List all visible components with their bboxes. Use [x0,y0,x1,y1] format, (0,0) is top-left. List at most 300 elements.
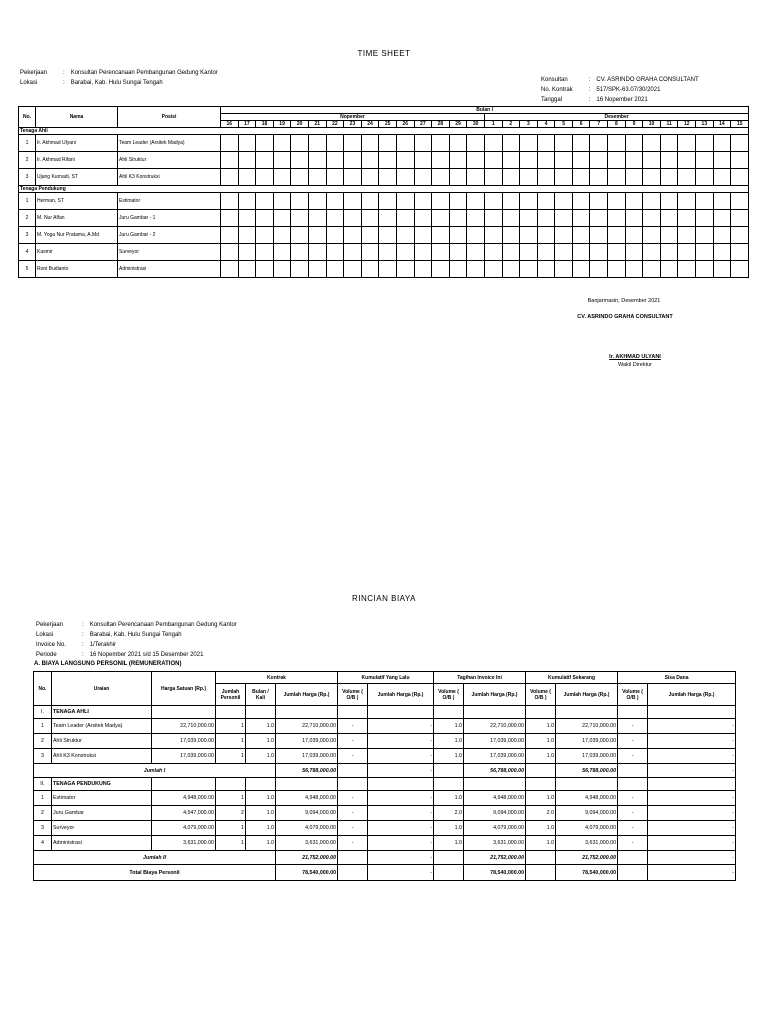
ts-day-header: 7 [590,121,608,128]
ts-day-cell [361,193,379,210]
rb-info-value: 16 Nopember 2021 s/d 15 Desember 2021 [89,652,204,658]
rb-item-kl-volume: - [338,791,368,806]
rb-item-uraian: Juru Gambar [52,806,152,821]
rb-item-jumlah-personil: 1 [216,821,246,836]
col-tg-jumlah: Jumlah Harga (Rp.) [464,684,526,706]
rb-item-harga: 3,631,000.00 [152,836,216,851]
rb-item-tg-volume: 1.0 [434,836,464,851]
rb-item-kl-jumlah: - [368,821,434,836]
col-sd-jumlah: Jumlah Harga (Rp.) [648,684,736,706]
rb-empty-cell [464,706,526,719]
timesheet-table [18,106,749,278]
ts-day-cell [484,210,502,227]
rb-item-sd-jumlah: - [648,821,736,836]
ts-day-header: 6 [572,121,590,128]
rb-empty-cell [648,778,736,791]
rb-item-bulan-kali: 1.0 [246,836,276,851]
rb-total-tg: 78,540,000.00 [464,865,526,881]
ts-day-cell [590,152,608,169]
ts-day-cell [414,152,432,169]
rb-item-jumlah-personil: 1 [216,734,246,749]
ts-col-bulan: Bulan I [221,107,749,114]
ts-day-cell [502,152,520,169]
ts-info-colon: : [588,77,591,83]
ts-day-cell [326,152,344,169]
ts-day-cell [344,244,362,261]
rb-item-sd-volume: - [618,806,648,821]
ts-day-cell [484,135,502,152]
ts-day-cell [731,227,749,244]
ts-col-posisi: Posisi [118,107,221,128]
rb-item-jumlah-personil: 1 [216,749,246,764]
rb-item-sd-volume: - [618,749,648,764]
ts-person-position: Ahli Struktur [118,152,221,169]
ts-day-cell [396,244,414,261]
ts-day-cell [520,193,538,210]
ts-person-position: Juru Gambar - 1 [118,210,221,227]
rb-empty-cell [276,778,338,791]
ts-day-header: 14 [713,121,731,128]
ts-day-cell [537,244,555,261]
ts-day-cell [520,261,538,278]
ts-day-cell [273,152,291,169]
ts-day-cell [625,152,643,169]
ts-day-cell [590,210,608,227]
rincian-info [34,619,239,661]
ts-day-cell [326,227,344,244]
col-kontrak-jumlah: Jumlah Harga (Rp.) [276,684,338,706]
rb-item-no: 2 [34,734,52,749]
ts-day-cell [643,244,661,261]
ts-day-cell [238,261,256,278]
ts-day-cell [432,169,450,186]
col-bulan-kali: Bulan / Kali [246,684,276,706]
ts-day-cell [467,210,485,227]
rb-subtotal-kl: - [368,851,434,865]
ts-day-cell [308,244,326,261]
ts-person-no: 3 [19,227,36,244]
ts-day-cell [555,261,573,278]
ts-day-header: 28 [432,121,450,128]
ts-day-header: 19 [273,121,291,128]
rb-item-harga: 4,079,000.00 [152,821,216,836]
ts-day-header: 20 [291,121,309,128]
rb-item-bulan-kali: 1.0 [246,749,276,764]
rb-empty-cell [216,706,246,719]
ts-day-cell [379,210,397,227]
ts-day-cell [696,261,714,278]
rb-item-row [34,806,736,821]
ts-day-header: 10 [643,121,661,128]
col-jumlah-personil: Jumlah Personil [216,684,246,706]
rb-item-row [34,734,736,749]
rb-item-sd-volume: - [618,836,648,851]
ts-day-cell [572,261,590,278]
col-harga-satuan: Harga Satuan (Rp.) [152,672,216,706]
ts-day-cell [379,135,397,152]
ts-person-name: Ujang Kurnadi, ST [36,169,118,186]
ts-header-row [19,107,749,114]
ts-day-cell [221,244,239,261]
ts-day-cell [520,169,538,186]
ts-day-cell [502,244,520,261]
rb-item-tg-jumlah: 4,079,000.00 [464,821,526,836]
rb-empty-cell [368,706,434,719]
rb-empty-cell [216,778,246,791]
ts-month-nopember: Nopember [221,114,485,121]
col-kontrak: Kontrak [216,672,338,684]
timesheet-company: CV. ASRINDO GRAHA CONSULTANT [577,314,673,320]
rb-item-ks-volume: 2.0 [526,806,556,821]
rb-subtotal-label: Jumlah II [34,851,276,865]
rb-item-kl-jumlah: - [368,749,434,764]
rb-group-no: II. [34,778,52,791]
ts-day-cell [625,169,643,186]
ts-day-cell [625,135,643,152]
ts-day-cell [449,193,467,210]
rb-subtotal-label: Jumlah I [34,764,276,778]
ts-person-name: Roni Budianto [36,261,118,278]
rb-info-colon: : [82,642,84,648]
ts-info-label: Lokasi [20,80,38,86]
rb-subtotal-tg: 56,788,000.00 [464,764,526,778]
ts-person-no: 4 [19,244,36,261]
ts-day-cell [273,210,291,227]
ts-day-cell [379,152,397,169]
rb-item-uraian: Ahli Struktur [52,734,152,749]
rb-item-ks-jumlah: 17,039,000.00 [556,734,618,749]
ts-day-cell [572,152,590,169]
ts-day-cell [291,244,309,261]
rb-subtotal-row [34,764,736,778]
rb-empty-cell [152,706,216,719]
ts-day-cell [608,261,626,278]
ts-day-cell [449,244,467,261]
col-ks-volume: Volume ( O/B ) [526,684,556,706]
ts-day-cell [326,210,344,227]
rb-info-label: Periode [36,652,57,658]
ts-day-cell [256,135,274,152]
ts-day-cell [273,135,291,152]
timesheet-title: TIME SHEET [357,49,411,58]
rb-item-sd-jumlah: - [648,806,736,821]
rb-item-kl-jumlah: - [368,734,434,749]
rb-item-ks-jumlah: 4,079,000.00 [556,821,618,836]
ts-day-cell [643,135,661,152]
ts-day-header: 22 [326,121,344,128]
ts-day-cell [713,261,731,278]
ts-day-cell [696,210,714,227]
ts-day-cell [449,210,467,227]
rb-info-label: Pekerjaan [36,622,64,628]
ts-day-cell [379,193,397,210]
ts-day-header: 25 [379,121,397,128]
rb-group-title: TENAGA PENDUKUNG [52,778,152,791]
ts-day-cell [713,135,731,152]
rb-item-ks-jumlah: 17,039,000.00 [556,749,618,764]
ts-person-position: Administrasi [118,261,221,278]
rb-info-value: Konsultan Perencanaan Pembangunan Gedung Kantor [89,622,237,628]
ts-day-cell [625,210,643,227]
rb-item-jumlah-personil: 2 [216,806,246,821]
ts-day-cell [555,152,573,169]
ts-day-cell [555,227,573,244]
ts-day-cell [625,261,643,278]
rb-item-kontrak: 22,710,000.00 [276,719,338,734]
rb-empty-cell [338,764,368,778]
rb-item-tg-jumlah: 22,710,000.00 [464,719,526,734]
rb-empty-cell [464,778,526,791]
ts-day-cell [361,169,379,186]
rb-item-kl-volume: - [338,821,368,836]
ts-day-cell [414,169,432,186]
ts-day-cell [731,193,749,210]
ts-day-cell [326,135,344,152]
ts-info-value: Barabai, Kab. Hulu Sungai Tengah [70,80,163,86]
rb-item-sd-volume: - [618,734,648,749]
ts-day-header: 18 [256,121,274,128]
rb-group-row [34,706,736,719]
ts-day-cell [432,244,450,261]
rb-item-row [34,836,736,851]
ts-info-colon: : [63,70,65,76]
rb-item-harga: 17,039,000.00 [152,734,216,749]
rb-item-tg-jumlah: 3,631,000.00 [464,836,526,851]
col-tagihan: Tagihan Invoice Ini [434,672,526,684]
rb-subtotal-row [34,851,736,865]
ts-person-row [19,227,749,244]
ts-day-cell [308,152,326,169]
ts-day-cell [238,152,256,169]
rb-item-kontrak: 4,948,000.00 [276,791,338,806]
signatory-name: Ir. AKHMAD ULYANI [609,354,661,360]
ts-day-cell [713,169,731,186]
ts-day-cell [291,261,309,278]
ts-person-position: Estimator [118,193,221,210]
ts-day-header: 23 [344,121,362,128]
ts-day-cell [660,244,678,261]
ts-info-row [20,69,218,77]
rb-item-ks-volume: 1.0 [526,791,556,806]
rb-empty-cell [338,865,368,881]
rb-item-uraian: Estimator [52,791,152,806]
rb-item-tg-volume: 1.0 [434,734,464,749]
rb-empty-cell [648,706,736,719]
ts-day-cell [221,227,239,244]
ts-day-cell [414,210,432,227]
ts-day-cell [256,227,274,244]
ts-day-header: 2 [502,121,520,128]
ts-day-cell [432,261,450,278]
ts-person-position: Team Leader (Arsitek Madya) [118,135,221,152]
rb-empty-cell [618,764,648,778]
rb-item-no: 2 [34,806,52,821]
rb-item-no: 1 [34,719,52,734]
ts-day-cell [643,152,661,169]
ts-person-row [19,152,749,169]
ts-day-cell [678,244,696,261]
rb-subtotal-kontrak: 56,788,000.00 [276,764,338,778]
ts-day-cell [484,244,502,261]
col-sisa-dana: Sisa Dana [618,672,736,684]
ts-day-cell [731,210,749,227]
rb-item-bulan-kali: 1.0 [246,719,276,734]
ts-day-header: 21 [308,121,326,128]
ts-day-cell [608,193,626,210]
ts-day-cell [256,244,274,261]
rb-item-kl-volume: - [338,836,368,851]
timesheet-place-date: Banjarmasin, Desember 2021 [587,298,661,304]
rb-item-kl-volume: - [338,734,368,749]
rb-info-row [36,631,237,639]
ts-day-cell [467,227,485,244]
ts-day-cell [731,261,749,278]
ts-day-cell [572,244,590,261]
rb-item-sd-jumlah: - [648,791,736,806]
rb-item-ks-volume: 1.0 [526,821,556,836]
rb-item-uraian: Administrasi [52,836,152,851]
rb-item-kontrak: 9,094,000.00 [276,806,338,821]
ts-day-cell [660,210,678,227]
ts-info-label: Konsultan [541,77,568,83]
rb-item-sd-jumlah: - [648,836,736,851]
ts-day-cell [344,169,362,186]
ts-person-position: Ahli K3 Konstruksi [118,169,221,186]
ts-day-cell [291,152,309,169]
ts-info-colon: : [63,80,65,86]
ts-day-cell [396,169,414,186]
rb-empty-cell [556,706,618,719]
rb-group-title: TENAGA AHLI [52,706,152,719]
ts-day-header: 5 [555,121,573,128]
ts-person-name: Herman, ST [36,193,118,210]
rincian-title: RINCIAN BIAYA [352,594,416,603]
ts-day-cell [308,193,326,210]
rb-empty-cell [152,778,216,791]
ts-day-cell [361,244,379,261]
ts-day-header: 29 [449,121,467,128]
ts-day-cell [608,152,626,169]
ts-info-colon: : [588,87,591,93]
rb-subtotal-ks: 56,788,000.00 [556,764,618,778]
rb-item-harga: 4,547,000.00 [152,806,216,821]
rb-empty-cell [434,865,464,881]
ts-day-cell [537,261,555,278]
timesheet-info-right [539,74,701,106]
rb-item-bulan-kali: 1.0 [246,806,276,821]
ts-day-cell [625,244,643,261]
rb-item-bulan-kali: 1.0 [246,734,276,749]
rb-empty-cell [618,706,648,719]
ts-info-value: 517/SPK-63.07/30/2021 [596,87,661,93]
ts-info-row [541,96,699,104]
ts-day-cell [238,244,256,261]
rb-item-jumlah-personil: 1 [216,791,246,806]
rb-empty-cell [246,778,276,791]
rb-item-bulan-kali: 1.0 [246,791,276,806]
ts-day-cell [696,193,714,210]
rb-subtotal-sd: - [648,851,736,865]
ts-day-cell [502,261,520,278]
ts-day-cell [537,227,555,244]
rb-item-ks-jumlah: 3,631,000.00 [556,836,618,851]
ts-day-cell [608,210,626,227]
ts-section-title: Tenaga Ahli [19,128,749,135]
ts-day-cell [590,135,608,152]
ts-day-cell [273,244,291,261]
ts-day-cell [379,244,397,261]
rb-item-tg-volume: 1.0 [434,719,464,734]
ts-info-row [541,76,699,84]
rb-info-colon: : [82,632,84,638]
ts-day-cell [221,152,239,169]
ts-day-cell [291,227,309,244]
col-uraian: Uraian [52,672,152,706]
rb-info-colon: : [82,622,84,628]
ts-day-cell [537,210,555,227]
rb-item-sd-volume: - [618,821,648,836]
ts-month-desember: Desember [484,114,748,121]
ts-day-cell [590,227,608,244]
ts-day-cell [432,193,450,210]
ts-day-cell [643,169,661,186]
ts-day-cell [660,261,678,278]
ts-day-cell [238,227,256,244]
rb-item-kl-jumlah: - [368,791,434,806]
ts-day-cell [238,135,256,152]
ts-col-no: No. [19,107,36,128]
ts-section-row [19,186,749,193]
rb-info-value: 1/Terakhir [89,642,117,648]
ts-day-cell [291,169,309,186]
ts-day-cell [467,169,485,186]
rb-item-tg-jumlah: 4,948,000.00 [464,791,526,806]
ts-day-cell [502,193,520,210]
ts-day-cell [291,135,309,152]
ts-day-cell [326,193,344,210]
rb-item-sd-volume: - [618,791,648,806]
ts-day-cell [432,135,450,152]
rb-empty-cell [556,778,618,791]
ts-day-cell [396,152,414,169]
ts-day-cell [344,210,362,227]
ts-day-cell [484,169,502,186]
ts-day-cell [678,152,696,169]
rb-empty-cell [618,865,648,881]
ts-day-cell [238,169,256,186]
ts-day-header: 9 [625,121,643,128]
ts-day-cell [713,227,731,244]
ts-day-cell [449,152,467,169]
rb-subtotal-ks: 21,752,000.00 [556,851,618,865]
rb-item-uraian: Surveyor [52,821,152,836]
ts-day-cell [344,135,362,152]
ts-day-cell [379,227,397,244]
ts-day-cell [678,193,696,210]
ts-person-name: Kasmir [36,244,118,261]
ts-day-cell [361,261,379,278]
ts-day-cell [256,261,274,278]
ts-day-cell [520,227,538,244]
ts-day-cell [502,169,520,186]
ts-day-cell [256,169,274,186]
ts-day-cell [608,244,626,261]
ts-day-cell [467,244,485,261]
ts-day-cell [256,193,274,210]
col-ks-jumlah: Jumlah Harga (Rp.) [556,684,618,706]
ts-day-cell [432,152,450,169]
col-tg-volume: Volume ( O/B ) [434,684,464,706]
